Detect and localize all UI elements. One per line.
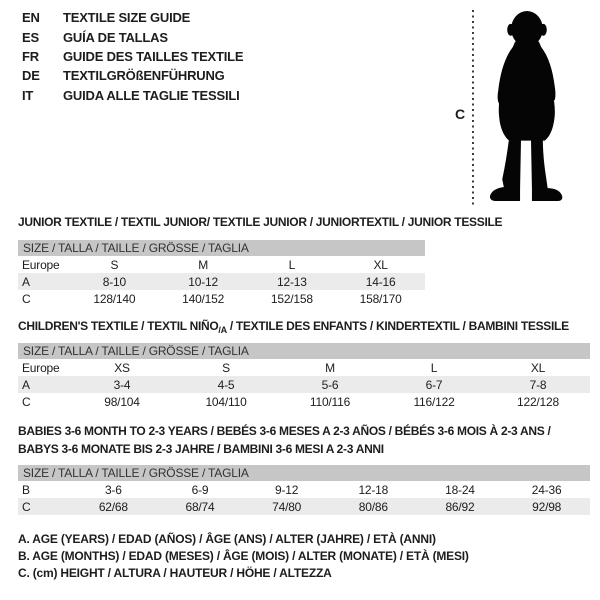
language-code: ES: [22, 29, 39, 45]
size-cell: 152/158: [270, 291, 313, 306]
size-cell: 12-13: [248, 273, 337, 290]
row-label: B: [22, 482, 30, 497]
title-subscript: /A: [218, 325, 227, 335]
language-title: GUÍA DE TALLAS: [63, 29, 168, 45]
language-title: TEXTILGRÖßENFÜHRUNG: [63, 68, 225, 84]
size-cell: 110/116: [309, 394, 351, 409]
title-line-2: BABYS 3-6 MONATE BIS 2-3 JAHRE / BAMBINI 3-6 MESI A 2-3 ANNI: [18, 441, 384, 456]
size-cell: 128/140: [93, 291, 136, 306]
language-code: FR: [22, 48, 39, 64]
size-cell: 62/68: [70, 498, 157, 515]
table-row: [18, 376, 590, 393]
table-band-header: SIZE / TALLA / TAILLE / GRÖSSE / TAGLIA: [18, 343, 590, 359]
size-cell: 158/170: [359, 291, 402, 306]
table-row: [18, 393, 590, 410]
size-cell: 18-24: [445, 482, 475, 497]
size-cell: 24-36: [531, 482, 562, 497]
size-cell: 68/74: [157, 498, 244, 515]
language-row-es: [22, 27, 243, 46]
language-code: IT: [22, 87, 34, 103]
size-cell: S: [110, 257, 119, 272]
size-cell: 80/86: [330, 498, 417, 515]
size-cell: 140/152: [182, 291, 225, 306]
language-code: DE: [22, 68, 40, 84]
size-table: [18, 256, 425, 307]
size-cell: S: [222, 360, 230, 375]
size-cell: 4-5: [174, 376, 278, 393]
size-cell: 116/122: [413, 394, 455, 409]
size-cell: 5-6: [278, 376, 382, 393]
size-cell: 9-12: [275, 482, 299, 497]
language-row-en: [22, 8, 243, 27]
size-cell: 74/80: [243, 498, 330, 515]
title-rest: / TEXTILE DES ENFANTS / KINDERTEXTIL / BAMBINI TESSILE: [226, 319, 569, 333]
size-cell: 14-16: [336, 273, 425, 290]
language-code: EN: [22, 10, 40, 26]
height-measure-dotted-line: [472, 10, 474, 206]
size-cell: 12-18: [358, 482, 389, 497]
table-row: [18, 273, 425, 290]
language-row-it: [22, 86, 243, 105]
row-label: C: [22, 291, 31, 306]
language-title: GUIDE DES TAILLES TEXTILE: [63, 48, 244, 64]
baby-silhouette-icon: [481, 9, 571, 205]
row-label: C: [18, 498, 70, 515]
size-table-children: [18, 343, 590, 410]
section-title-junior: JUNIOR TEXTILE / TEXTIL JUNIOR/ TEXTILE JUNIOR / JUNIORTEXTIL / JUNIOR TESSILE: [18, 215, 503, 229]
row-label: C: [22, 394, 31, 409]
size-cell: XL: [373, 257, 388, 272]
size-cell: 86/92: [417, 498, 504, 515]
language-row-de: [22, 66, 243, 85]
size-cell: 10-12: [159, 273, 248, 290]
size-cell: 122/128: [517, 394, 559, 409]
height-measure-label: C: [454, 106, 466, 122]
row-label: A: [18, 376, 70, 393]
row-label: Europe: [22, 360, 60, 375]
section-title-babies: [18, 423, 596, 458]
size-cell: L: [430, 360, 438, 375]
section-title-children: [18, 318, 596, 339]
title-main: CHILDREN'S TEXTILE / TEXTIL NIÑO: [18, 319, 219, 333]
size-cell: M: [198, 257, 209, 272]
table-row: [18, 290, 425, 307]
size-table-junior: [18, 240, 425, 307]
footnote-b: B. AGE (MONTHS) / EDAD (MESES) / ÂGE (MOIS) / ALTER (MONATE) / ETÀ (MESI): [18, 549, 469, 563]
size-cell: 104/110: [205, 394, 247, 409]
row-label: A: [18, 273, 70, 290]
size-cell: M: [325, 360, 335, 375]
size-cell: XL: [530, 360, 546, 375]
language-title: TEXTILE SIZE GUIDE: [63, 10, 191, 26]
size-cell: L: [288, 257, 296, 272]
language-list: [22, 8, 243, 105]
table-row: [18, 481, 590, 498]
size-cell: 3-6: [104, 482, 122, 497]
table-band-header: SIZE / TALLA / TAILLE / GRÖSSE / TAGLIA: [18, 240, 425, 256]
language-row-fr: [22, 47, 243, 66]
title-line-1: BABIES 3-6 MONTH TO 2-3 YEARS / BEBÉS 3-6 MESES A 2-3 AÑOS / BÉBÉS 3-6 MOIS À 2-3 ANS /: [18, 424, 551, 438]
language-title: GUIDA ALLE TAGLIE TESSILI: [63, 87, 240, 103]
table-band-header: SIZE / TALLA / TAILLE / GRÖSSE / TAGLIA: [18, 465, 590, 481]
footnote-c: C. (cm) HEIGHT / ALTURA / HAUTEUR / HÖHE / ALTEZZA: [18, 566, 332, 580]
size-table: [18, 481, 590, 515]
size-table-babies: [18, 465, 590, 515]
size-cell: 3-4: [70, 376, 174, 393]
size-cell: 6-9: [191, 482, 209, 497]
footnotes: [18, 531, 469, 582]
size-cell: 6-7: [382, 376, 486, 393]
row-label: Europe: [22, 257, 60, 272]
footnote-a: A. AGE (YEARS) / EDAD (AÑOS) / ÂGE (ANS) / ALTER (JAHRE) / ETÀ (ANNI): [18, 532, 436, 546]
table-row: [18, 256, 425, 273]
size-cell: XS: [114, 360, 130, 375]
size-cell: 8-10: [70, 273, 159, 290]
table-row: [18, 359, 590, 376]
size-cell: 7-8: [486, 376, 590, 393]
size-cell: 98/104: [104, 394, 140, 409]
size-cell: 92/98: [503, 498, 590, 515]
size-table: [18, 359, 590, 410]
table-row: [18, 498, 590, 515]
